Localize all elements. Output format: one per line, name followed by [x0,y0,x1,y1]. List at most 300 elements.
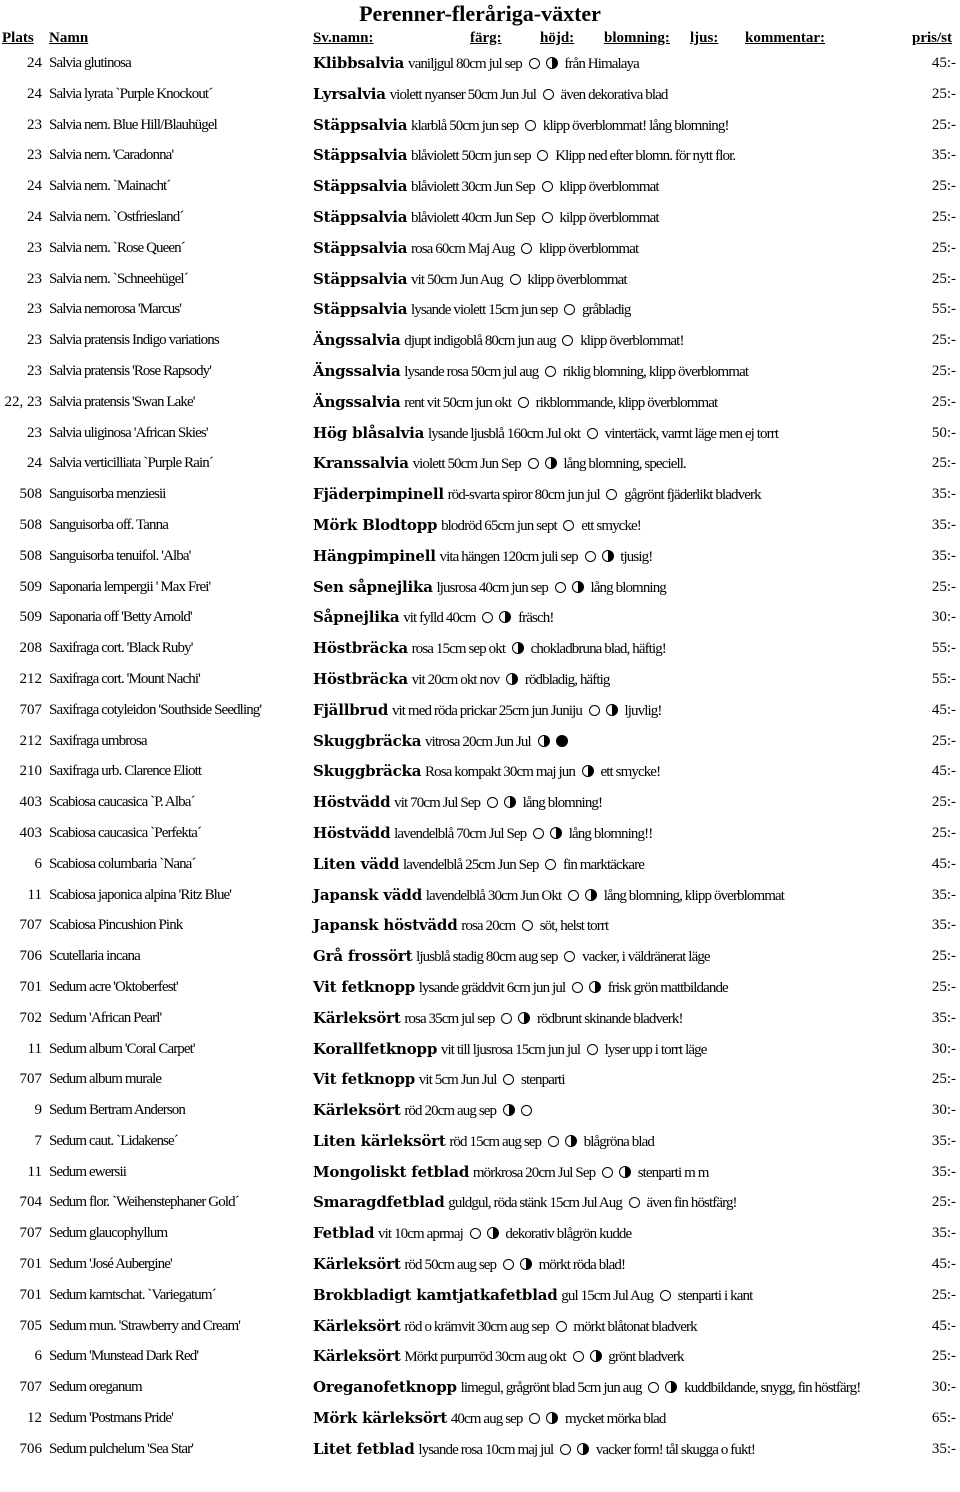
row-details [313,202,659,234]
full-sun-icon [545,366,556,377]
full-sun-icon [545,859,556,870]
row-svnamn: Litet fetblad [313,1439,415,1458]
row-description: ljusrosa 40cm jun sep [436,579,549,596]
full-sun-icon [482,612,493,623]
row-pris: 25:- [931,116,956,133]
table-row [0,1280,960,1311]
row-plats: 24 [27,455,42,472]
row-namn: Sedum 'Postmans Pride' [49,1410,173,1427]
full-sun-icon [521,1105,532,1116]
row-plats: 707 [19,1225,42,1242]
row-svnamn: Ängssalvia [313,361,401,380]
row-namn: Scabiosa columbaria `Nana´ [49,855,196,872]
full-sun-icon [562,335,573,346]
row-namn: Sedum oreganum [49,1379,142,1396]
row-svnamn: Ängssalvia [313,331,401,350]
row-description: vit 20cm okt nov [411,671,500,688]
row-comment: ett smycke! [581,517,641,534]
row-details [313,1064,565,1096]
full-sun-icon [560,1444,571,1455]
row-description: vit med röda prickar 25cm jun Juniju [391,702,582,719]
row-svnamn: Japansk höstvädd [313,916,458,935]
row-description: gul 15cm Jul Aug [561,1287,654,1304]
table-row [0,664,960,695]
plant-list [0,48,960,1465]
row-description: vaniljgul 80cm jul sep [407,56,522,72]
row-namn: Sedum glaucophyllum [49,1225,168,1242]
table-row [0,572,960,603]
table-row [0,110,960,141]
row-comment: frisk grön mattbildande [607,979,728,996]
row-description: djupt indigoblå 80cm jun aug [404,333,556,350]
row-namn: Salvia nem. `Ostfriesland´ [49,208,184,225]
row-description: rosa 20cm [461,918,516,935]
row-pris: 45:- [931,55,956,71]
row-pris: 45:- [931,701,956,718]
row-svnamn: Stäppsalvia [313,238,408,257]
row-description: lysande ljusblå 160cm Jul okt [427,425,581,442]
row-pris: 35:- [931,1132,956,1149]
row-pris: 35:- [931,886,956,903]
half-shade-icon [504,796,516,808]
row-details [313,1311,697,1343]
row-comment: tjusig! [620,548,653,565]
row-details [313,1434,755,1466]
row-plats: 23 [27,147,42,164]
full-sun-icon [542,181,553,192]
row-details [313,233,638,265]
row-plats: 24 [27,208,42,225]
row-namn: Sanguisorba tenuifol. 'Alba' [49,547,191,564]
row-plats: 23 [27,270,42,287]
half-shade-icon [538,735,550,747]
row-pris: 25:- [931,332,956,349]
row-namn: Scutellaria incana [49,948,140,965]
row-description: violett 50cm Jun Sep [412,456,521,473]
full-sun-icon [606,489,617,500]
row-namn: Sedum 'African Pearl' [49,1009,162,1026]
half-shade-icon [577,1443,589,1455]
row-description: lysande gräddvit 6cm jun jul [418,979,566,996]
row-description: blåviolett 40cm Jun Sep [411,209,535,226]
half-shade-icon [602,550,614,562]
full-sun-icon [572,982,583,993]
row-plats: 7 [34,1132,42,1149]
full-sun-icon [543,89,554,100]
row-namn: Sedum caut. `Lidakense´ [49,1132,178,1149]
row-plats: 509 [19,609,42,626]
row-details [313,572,666,604]
row-description: guldgul, röda stänk 15cm Jul Aug [448,1195,622,1212]
row-comment: klipp överblommat! [580,333,684,350]
full-sun-icon [501,1013,512,1024]
row-svnamn: Kärleksört [313,1008,401,1027]
row-namn: Sedum pulchelum 'Sea Star' [49,1440,194,1457]
row-description: röd-svarta spiror 80cm jun jul [447,487,600,504]
row-pris: 30:- [931,1040,956,1057]
full-sun-icon [537,150,548,161]
row-pris: 30:- [931,1379,956,1396]
row-svnamn: Hög blåsalvia [313,423,425,442]
half-shade-icon [606,704,618,716]
row-description: vita hängen 120cm juli sep [439,548,578,565]
row-pris: 25:- [931,455,956,472]
half-shade-icon [499,611,511,623]
row-svnamn: Korallfetknopp [313,1039,438,1058]
full-sun-icon [589,705,600,716]
full-sun-icon [648,1382,659,1393]
row-details [313,664,610,696]
full-sun-icon [629,1197,640,1208]
row-pris: 25:- [931,794,956,811]
row-namn: Saponaria lempergii ' Max Frei' [49,578,211,595]
row-plats: 23 [27,424,42,441]
header-hojd: höjd: [540,30,575,46]
row-details [313,79,667,111]
full-sun-icon [528,458,539,469]
row-comment: blågröna blad [583,1133,655,1150]
row-pris: 65:- [931,1410,956,1427]
row-details [313,48,639,80]
half-shade-icon [590,1350,602,1362]
full-sun-icon [529,1413,540,1424]
row-comment: Klipp ned efter blomn. för nytt flor. [555,148,736,165]
row-pris: 35:- [931,1009,956,1026]
row-plats: 210 [19,763,42,780]
row-pris: 55:- [931,640,956,657]
row-plats: 704 [19,1194,42,1211]
half-shade-icon [506,673,518,685]
row-svnamn: Höstvädd [313,793,391,812]
half-shade-icon [503,1104,515,1116]
half-shade-icon [619,1166,631,1178]
table-row [0,479,960,510]
table-row [0,1434,960,1465]
row-plats: 24 [27,85,42,102]
full-sun-icon [518,397,529,408]
row-pris: 35:- [931,547,956,564]
row-comment: chokladbruna blad, häftig! [530,641,666,658]
row-svnamn: Hängpimpinell [313,546,436,565]
row-pris: 45:- [931,1256,956,1273]
row-namn: Salvia nem. Blue Hill/Blauhügel [49,116,217,133]
row-description: vit 5cm Jun Jul [418,1072,497,1089]
full-sun-icon [564,304,575,315]
row-pris: 25:- [931,1286,956,1303]
row-plats: 701 [19,978,42,995]
row-svnamn: Sen såpnejlika [313,577,433,596]
half-shade-icon [589,981,601,993]
row-svnamn: Skuggbräcka [313,731,422,750]
row-description: lavendelblå 25cm Jun Sep [403,856,539,873]
row-pris: 35:- [931,917,956,934]
table-row [0,510,960,541]
row-pris: 30:- [931,609,956,626]
column-header-row [0,28,960,48]
row-comment: ljuvlig! [624,702,662,719]
table-row [0,356,960,387]
row-svnamn: Kranssalvia [313,454,409,473]
row-namn: Salvia pratensis Indigo variations [49,332,219,349]
header-pris: pris/st [911,30,952,46]
row-comment: fräsch! [518,610,554,627]
row-comment: grönt bladverk [608,1349,684,1366]
table-row [0,1034,960,1065]
full-sun-icon [573,1351,584,1362]
row-svnamn: Mörk kärleksört [313,1409,448,1428]
table-row [0,1095,960,1126]
header-ljus: ljus: [690,30,719,46]
row-plats: 22, 23 [4,393,42,410]
table-row [0,941,960,972]
row-svnamn: Vit fetknopp [313,977,416,996]
row-svnamn: Kärleksört [313,1347,401,1366]
row-plats: 23 [27,332,42,349]
row-details [313,294,631,326]
full-sun-icon [587,428,598,439]
row-details [313,387,717,419]
row-namn: Saxifraga cort. 'Black Ruby' [49,640,193,657]
table-row [0,818,960,849]
row-comment: kuddbildande, snygg, fin höstfärg! [684,1380,861,1397]
row-namn: Salvia glutinosa [49,55,131,71]
row-details [313,1157,709,1189]
row-details [313,633,666,665]
row-svnamn: Kärleksört [313,1101,401,1120]
row-pris: 55:- [931,670,956,687]
row-svnamn: Mörk Blodtopp [313,515,438,534]
row-namn: Saponaria off 'Betty Arnold' [49,609,192,626]
row-svnamn: Kärleksört [313,1255,401,1274]
row-namn: Salvia nem. 'Caradonna' [49,147,174,164]
row-description: Mörkt purpurröd 30cm aug okt [404,1349,566,1366]
row-description: vit 50cm Jun Aug [411,271,503,288]
table-row [0,910,960,941]
full-sun-icon [587,1044,598,1055]
row-description: rent vit 50cm jun okt [404,394,512,411]
row-plats: 701 [19,1256,42,1273]
table-row [0,1341,960,1372]
row-namn: Salvia nem. `Rose Queen´ [49,239,185,256]
row-namn: Salvia pratensis 'Swan Lake' [49,393,195,410]
row-namn: Scabiosa caucasica `Perfekta´ [49,824,202,841]
row-comment: gågrönt fjäderlikt bladverk [624,487,761,504]
row-comment: stenparti m m [637,1164,709,1181]
row-namn: Sedum album murale [49,1071,162,1088]
row-description: röd o krämvit 30cm aug sep [404,1318,549,1335]
full-sun-icon [568,890,579,901]
table-row [0,1218,960,1249]
row-pris: 25:- [931,85,956,102]
row-comment: rödbladig, häftig [524,671,610,688]
row-details [313,479,761,511]
full-sun-icon [529,58,540,69]
row-namn: Sanguisorba menziesii [49,486,166,503]
row-plats: 212 [19,732,42,749]
row-namn: Saxifraga urb. Clarence Eliott [49,763,202,780]
row-plats: 509 [19,578,42,595]
full-sun-icon [533,828,544,839]
row-description: rosa 15cm sep okt [411,641,506,658]
row-svnamn: Lyrsalvia [313,84,386,103]
row-svnamn: Grå frossört [313,947,413,966]
half-shade-icon [520,1258,532,1270]
header-namn: Namn [49,30,89,46]
row-comment: lång blomning! [522,795,603,812]
row-pris: 25:- [931,393,956,410]
row-description: röd 20cm aug sep [404,1103,497,1120]
row-details [313,602,553,634]
row-plats: 24 [27,55,42,71]
row-comment: även dekorativa blad [560,86,668,103]
row-namn: Scabiosa caucasica `P. Alba´ [49,794,195,811]
row-description: röd 15cm aug sep [449,1133,542,1150]
row-plats: 707 [19,1379,42,1396]
row-description: violett nyanser 50cm Jun Jul [389,86,537,103]
table-row [0,79,960,110]
row-details [313,264,627,296]
half-shade-icon [546,1412,558,1424]
row-details [313,1403,666,1435]
table-row [0,787,960,818]
row-details [313,1249,625,1281]
row-comment: ett smycke! [600,764,661,781]
row-comment: klipp överblommat [559,179,659,196]
table-row [0,1064,960,1095]
row-description: lysande rosa 50cm jul aug [404,363,539,380]
row-pris: 25:- [931,239,956,256]
row-comment: lyser upp i torrt läge [604,1041,707,1058]
header-blomning: blomning: [604,30,670,46]
row-plats: 706 [19,948,42,965]
row-namn: Salvia pratensis 'Rose Rapsody' [49,362,212,379]
row-details [313,726,571,758]
full-sun-icon [522,920,533,931]
table-row [0,48,960,79]
full-sun-icon [602,1167,613,1178]
row-pris: 55:- [931,301,956,318]
row-plats: 11 [27,1040,42,1057]
row-description: ljusblå stadig 80cm aug sep [416,949,558,966]
full-sun-icon [470,1228,481,1239]
row-description: lysande rosa 10cm maj jul [418,1441,554,1458]
half-shade-icon [585,889,597,901]
row-details [313,325,684,357]
table-row [0,1403,960,1434]
full-shade-icon [556,735,568,747]
row-namn: Saxifraga cort. 'Mount Nachi' [49,670,200,687]
table-row [0,418,960,449]
row-plats: 23 [27,116,42,133]
row-plats: 208 [19,640,42,657]
row-pris: 45:- [931,1317,956,1334]
row-namn: Sanguisorba off. Tanna [49,516,168,533]
row-plats: 702 [19,1009,42,1026]
row-comment: vacker, i väldränerat läge [582,949,710,966]
row-details [313,1095,535,1127]
row-comment: stenparti [521,1072,565,1089]
row-svnamn: Ängssalvia [313,392,401,411]
table-row [0,726,960,757]
row-svnamn: Klibbsalvia [313,54,405,72]
row-pris: 25:- [931,1348,956,1365]
row-svnamn: Stäppsalvia [313,177,408,196]
row-plats: 11 [27,886,42,903]
row-pris: 25:- [931,178,956,195]
row-svnamn: Liten vädd [313,854,400,873]
table-row [0,448,960,479]
table-row [0,1187,960,1218]
row-namn: Sedum ewersii [49,1163,127,1180]
row-description: klarblå 50cm jun sep [411,117,519,134]
row-plats: 23 [27,301,42,318]
row-description: vit fylld 40cm [403,610,476,627]
table-row [0,140,960,171]
full-sun-icon [503,1259,514,1270]
half-shade-icon [545,457,557,469]
full-sun-icon [585,551,596,562]
table-row [0,264,960,295]
row-plats: 508 [19,486,42,503]
table-row [0,1249,960,1280]
row-namn: Sedum 'Munstead Dark Red' [49,1348,199,1365]
full-sun-icon [548,1136,559,1147]
row-details [313,448,686,480]
row-plats: 403 [19,824,42,841]
row-namn: Scabiosa Pincushion Pink [49,917,183,934]
row-details [313,756,660,788]
table-row [0,756,960,787]
row-svnamn: Fjällbrud [313,700,389,719]
row-namn: Salvia nem. `Mainacht´ [49,178,171,195]
page-title: Perenner-fleråriga-växter [359,1,601,26]
row-description: vit 10cm aprmaj [378,1226,463,1243]
half-shade-icon [572,581,584,593]
row-svnamn: Stäppsalvia [313,207,408,226]
row-namn: Sedum mun. 'Strawberry and Cream' [49,1317,241,1334]
row-pris: 35:- [931,486,956,503]
row-namn: Sedum album 'Coral Carpet' [49,1040,195,1057]
row-pris: 25:- [931,270,956,287]
row-details [313,356,748,388]
table-row [0,972,960,1003]
row-description: rosa 60cm Maj Aug [411,240,515,257]
row-plats: 701 [19,1286,42,1303]
row-namn: Sedum Bertram Anderson [49,1102,186,1119]
row-namn: Sedum kamtschat. `Variegatum´ [49,1286,216,1303]
row-details [313,1280,752,1312]
row-description: blodröd 65cm jun sept [441,517,557,534]
row-svnamn: Såpnejlika [313,608,400,627]
row-plats: 23 [27,362,42,379]
row-comment: rödbrunt skinande bladverk! [536,1010,683,1027]
row-details [313,880,784,912]
row-pris: 45:- [931,763,956,780]
row-comment: lång blomning, speciell. [563,456,686,473]
row-svnamn: Fjäderpimpinell [313,485,444,504]
row-pris: 25:- [931,978,956,995]
half-shade-icon [665,1381,677,1393]
row-svnamn: Stäppsalvia [313,269,408,288]
row-comment: lång blomning [590,579,666,596]
row-comment: söt, helst torrt [539,918,609,935]
full-sun-icon [563,520,574,531]
table-row [0,171,960,202]
half-shade-icon [487,1227,499,1239]
half-shade-icon [582,765,594,777]
row-namn: Salvia verticilliata `Purple Rain´ [49,455,213,472]
row-pris: 45:- [931,855,956,872]
